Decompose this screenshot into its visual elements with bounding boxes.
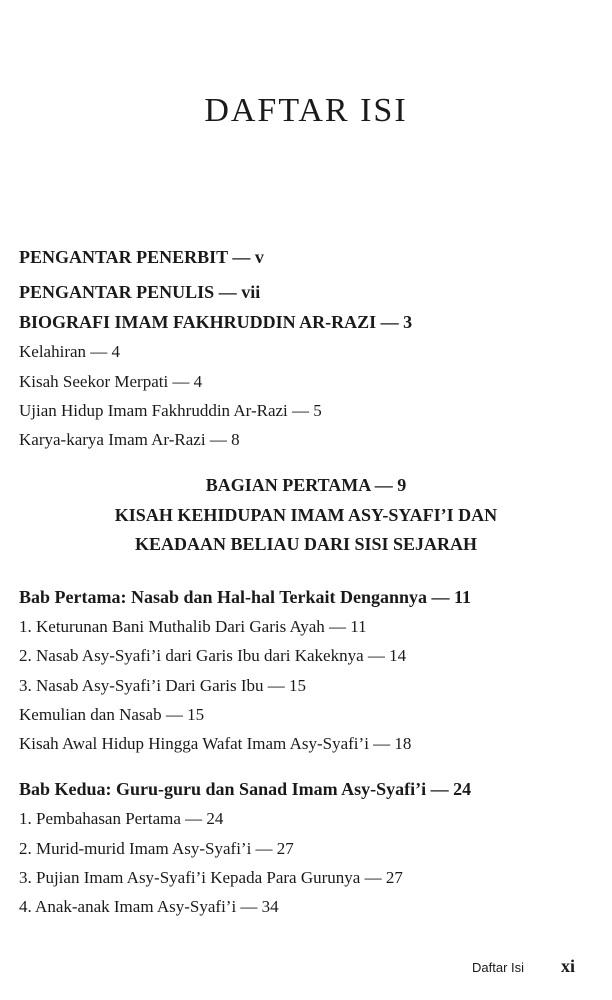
chapter-heading-bab-kedua[interactable]: Bab Kedua: Guru-guru dan Sanad Imam Asy-Syafi’i — 24 — [19, 779, 472, 799]
toc-entry-biografi[interactable]: BIOGRAFI IMAM FAKHRUDDIN AR-RAZI — 3 — [19, 312, 413, 332]
chapter-heading-bab-pertama[interactable]: Bab Pertama: Nasab dan Hal-hal Terkait Dengannya — 11 — [19, 587, 472, 607]
toc-subentry[interactable]: Kemulian dan Nasab — 15 — [19, 705, 205, 724]
toc-subentry[interactable]: 2. Murid-murid Imam Asy-Syafi’i — 27 — [19, 839, 294, 858]
toc-entry-pengantar-penerbit[interactable]: PENGANTAR PENERBIT — v — [19, 247, 264, 267]
toc-subentry[interactable]: Karya-karya Imam Ar-Razi — 8 — [19, 430, 240, 449]
toc-subentry[interactable]: 2. Nasab Asy-Syafi’i dari Garis Ibu dari Kakeknya — 14 — [19, 646, 407, 665]
toc-subentry[interactable]: 1. Pembahasan Pertama — 24 — [19, 809, 224, 828]
toc-subentry[interactable]: 3. Pujian Imam Asy-Syafi’i Kepada Para Gurunya — 27 — [19, 868, 403, 887]
toc-subentry[interactable]: Ujian Hidup Imam Fakhruddin Ar-Razi — 5 — [19, 401, 322, 420]
running-footer-label: Daftar Isi — [472, 960, 525, 975]
page-title: DAFTAR ISI — [204, 92, 408, 129]
toc-subentry[interactable]: 3. Nasab Asy-Syafi’i Dari Garis Ibu — 15 — [19, 676, 307, 695]
toc-subentry[interactable]: Kisah Seekor Merpati — 4 — [19, 372, 203, 391]
toc-subentry[interactable]: 4. Anak-anak Imam Asy-Syafi’i — 34 — [19, 897, 279, 916]
toc-subentry[interactable]: 1. Keturunan Bani Muthalib Dari Garis Ayah — 11 — [19, 617, 367, 636]
part-heading[interactable]: BAGIAN PERTAMA — 9 — [205, 475, 407, 495]
part-subtitle-line1: KISAH KEHIDUPAN IMAM ASY-SYAFI’I DAN — [114, 505, 498, 525]
toc-subentry[interactable]: Kelahiran — 4 — [19, 342, 121, 361]
part-subtitle-line2: KEADAAN BELIAU DARI SISI SEJARAH — [134, 534, 478, 554]
toc-entry-pengantar-penulis[interactable]: PENGANTAR PENULIS — vii — [19, 282, 261, 302]
page-number: xi — [561, 956, 576, 976]
toc-subentry[interactable]: Kisah Awal Hidup Hingga Wafat Imam Asy-Syafi’i — 18 — [19, 734, 412, 753]
